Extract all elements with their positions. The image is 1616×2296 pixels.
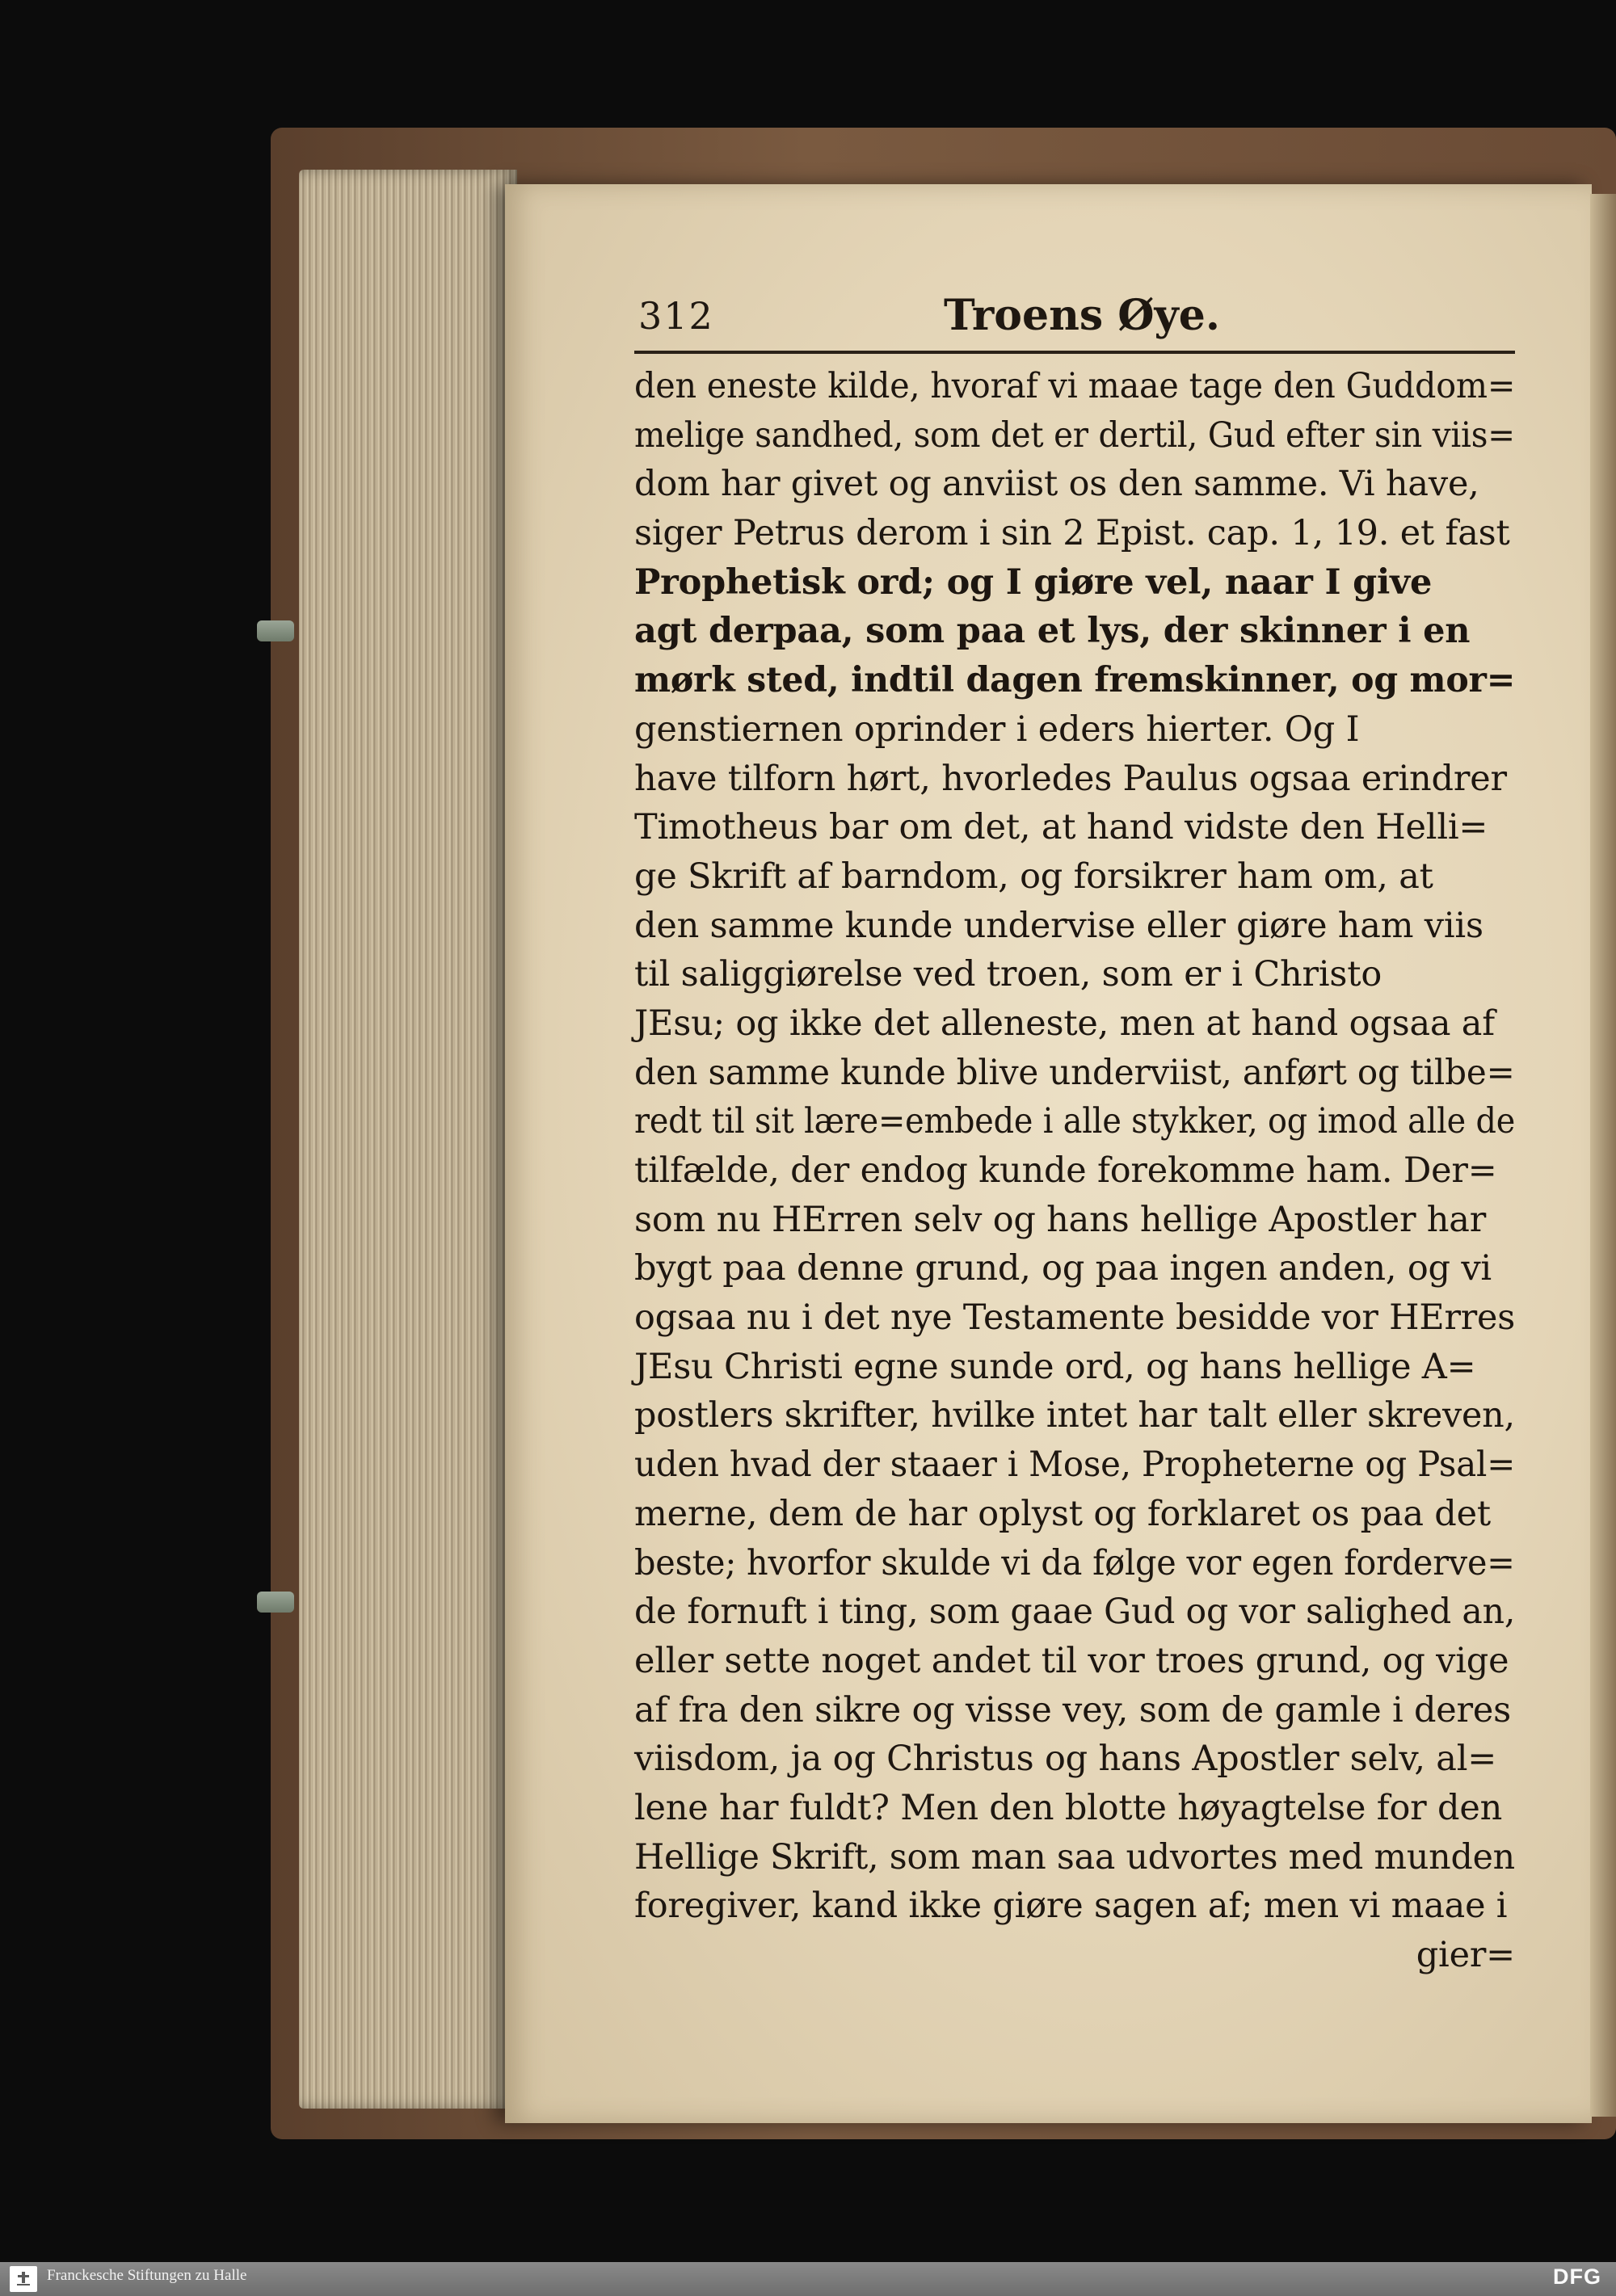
page-edges xyxy=(299,170,517,2109)
text-line: lene har fuldt? Men den blotte høyagtelse for den xyxy=(634,1787,1503,1828)
text-line: foregiver, kand ikke giøre sagen af; men vi maae i xyxy=(634,1886,1508,1927)
text-line: melige sandhed, som det er dertil, Gud efter sin viis= xyxy=(634,414,1515,456)
text-line: beste; hvorfor skulde vi da følge vor egen forderve= xyxy=(634,1542,1515,1583)
text-line: de fornuft i ting, som gaae Gud og vor salighed an, xyxy=(634,1592,1516,1633)
text-line: JEsu Christi egne sunde ord, og hans hellige A= xyxy=(634,1346,1476,1387)
text-line: Hellige Skrift, som man saa udvortes med munden xyxy=(634,1836,1515,1878)
text-line: viisdom, ja og Christus og hans Apostler selv, al= xyxy=(634,1739,1497,1780)
clasp-upper xyxy=(257,620,294,641)
text-line: som nu HErren selv og hans hellige Apostler har xyxy=(634,1199,1487,1240)
text-line: JEsu; og ikke det alleneste, men at hand ogsaa af xyxy=(634,1003,1495,1044)
text-line: af fra den sikre og visse vey, som de gamle i deres xyxy=(634,1689,1512,1730)
dfg-logo: DFG xyxy=(1553,2264,1601,2289)
text-line: agt derpaa, som paa et lys, der skinner i en xyxy=(634,611,1471,652)
text-line: tilfælde, der endog kunde forekomme ham. Der= xyxy=(634,1150,1497,1191)
text-line: dom har givet og anviist os den samme. Vi have, xyxy=(634,464,1479,505)
text-line: den samme kunde undervise eller giøre ham viis xyxy=(634,905,1483,946)
institution-logo-icon xyxy=(10,2266,37,2292)
text-line: Timotheus bar om det, at hand vidste den Helli= xyxy=(634,807,1488,848)
text-line: den eneste kilde, hvoraf vi maae tage den Guddom= xyxy=(634,366,1516,406)
body-text xyxy=(634,362,1515,1980)
text-line: genstiernen oprinder i eders hierter. Og I xyxy=(634,709,1360,750)
running-title: Troens Øye. xyxy=(944,291,1220,340)
text-line: ge Skrift af barndom, og forsikrer ham om, at xyxy=(634,856,1433,897)
text-line: merne, dem de har oplyst og forklaret os paa det xyxy=(634,1493,1491,1534)
text-line: postlers skrifter, hvilke intet har talt eller skreven, xyxy=(634,1395,1515,1436)
catchword: gier= xyxy=(1416,1935,1515,1975)
text-line: uden hvad der staaer i Mose, Propheterne og Psal= xyxy=(634,1444,1516,1486)
page-header xyxy=(634,291,1515,354)
clasp-lower xyxy=(257,1592,294,1613)
text-line: have tilforn hørt, hvorledes Paulus ogsaa erindrer xyxy=(634,758,1507,799)
institution-name: Franckesche Stiftungen zu Halle xyxy=(47,2267,247,2284)
text-line: siger Petrus derom i sin 2 Epist. cap. 1, 19. et fast xyxy=(634,513,1510,554)
text-line: den samme kunde blive underviist, anført og tilbe= xyxy=(634,1052,1515,1093)
text-line: eller sette noget andet til vor troes grund, og vige xyxy=(634,1640,1509,1681)
text-line: redt til sit lære=embede i alle stykker, og imod alle de xyxy=(634,1101,1516,1142)
text-line: ogsaa nu i det nye Testamente besidde vor HErres xyxy=(634,1297,1516,1339)
page-number: 312 xyxy=(638,294,714,338)
text-line: mørk sted, indtil dagen fremskinner, og mor= xyxy=(634,660,1516,701)
page-right-edge xyxy=(1590,194,1616,2117)
text-line: bygt paa denne grund, og paa ingen anden, og vi xyxy=(634,1248,1492,1289)
text-line: Prophetisk ord; og I giøre vel, naar I give xyxy=(634,561,1433,603)
text-line: til saliggiørelse ved troen, som er i Christo xyxy=(634,954,1382,995)
